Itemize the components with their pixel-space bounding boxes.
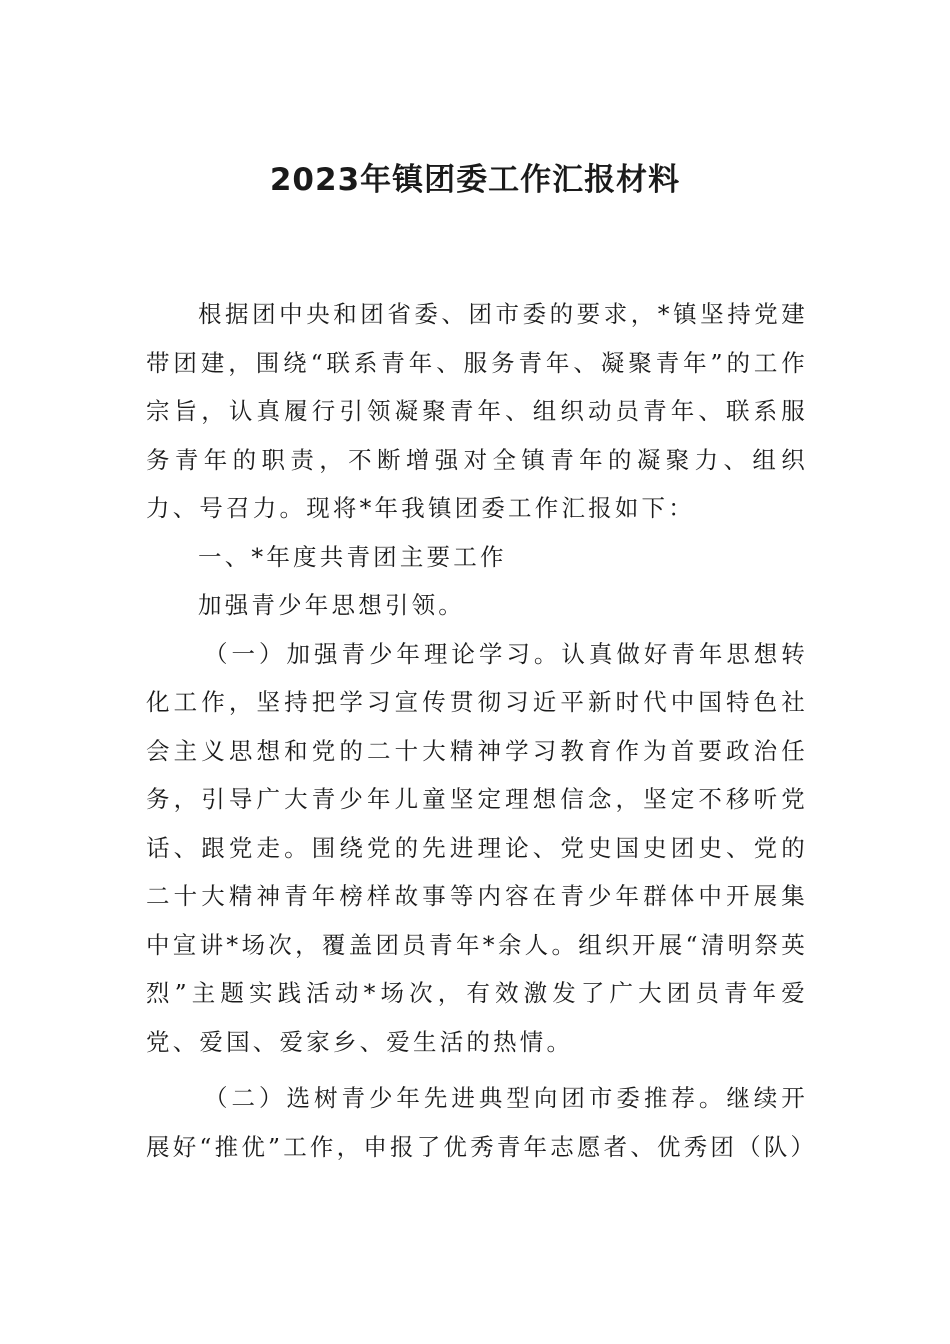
document-title: 2023年镇团委工作汇报材料 xyxy=(269,162,681,198)
paragraph-item-2: （二）选树青少年先进典型向团市委推荐。继续开展好“推优”工作，申报了优秀青年志愿者、优秀团（队） xyxy=(146,1084,818,1161)
paragraph-item-1: （一）加强青少年理论学习。认真做好青年思想转化工作，坚持把学习宣传贯彻习近平新时代中国特色社会主义思想和党的二十大精神学习教育作为首要政治任务，引导广大青少年儿童坚定理想信念，坚定不移听党话、跟党走。围绕党的先进理论、党史国史团史、党的二十大精神青年榜样故事等内容在青少年群体中开展集中宣讲*场次，覆盖团员青年*余人。组织开展“清明祭英烈”主题实践活动*场次，有效激发了广大团员青年爱党、爱国、爱家乡、爱生活的热情。 xyxy=(146,639,808,1056)
document-body xyxy=(146,290,818,1171)
section-heading-1: 一、*年度共青团主要工作 xyxy=(198,542,507,571)
subsection-heading: 加强青少年思想引领。 xyxy=(198,591,465,619)
intro-paragraph: 根据团中央和团省委、团市委的要求，*镇坚持党建带团建，围绕“联系青年、服务青年、凝聚青年”的工作宗旨，认真履行引领凝聚青年、组织动员青年、联系服务青年的职责，不断增强对全镇青年的凝聚力、组织力、号召力。现将*年我镇团委工作汇报如下： xyxy=(146,300,808,522)
